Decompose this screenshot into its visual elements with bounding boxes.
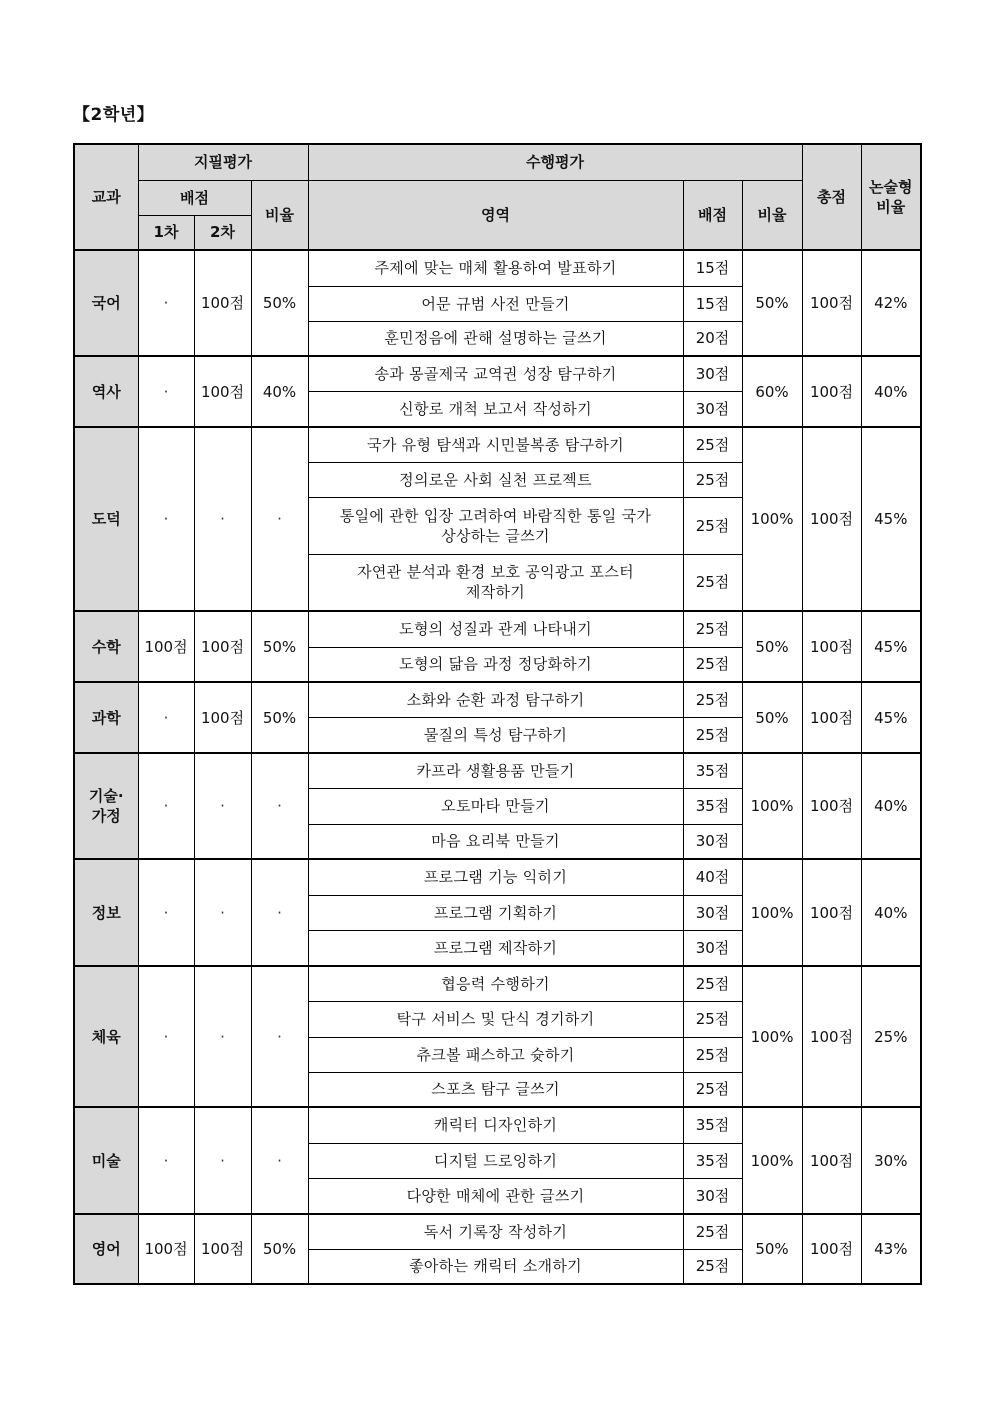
task-score: 35점: [683, 1143, 742, 1178]
written-first: 100점: [138, 1214, 194, 1284]
total-score: 100점: [802, 753, 861, 859]
written-second: ·: [194, 859, 251, 966]
header-first: 1차: [138, 215, 194, 250]
task-score: 35점: [683, 788, 742, 824]
task-score: 25점: [683, 427, 742, 462]
perf-ratio: 60%: [742, 356, 802, 427]
subject-name: 정보: [74, 859, 138, 966]
task-score: 40점: [683, 859, 742, 895]
task-score: 25점: [683, 1037, 742, 1072]
task-score: 25점: [683, 611, 742, 647]
task-area: 프로그램 기능 익히기: [308, 859, 683, 895]
subject-group-math: [74, 611, 921, 682]
header-written-ratio: 비율: [251, 180, 308, 250]
task-score: 15점: [683, 250, 742, 286]
task-score: 30점: [683, 824, 742, 859]
header-area: 영역: [308, 180, 683, 250]
perf-ratio: 100%: [742, 966, 802, 1107]
essay-ratio: 45%: [861, 427, 921, 611]
written-second: ·: [194, 1107, 251, 1214]
essay-ratio: 30%: [861, 1107, 921, 1214]
essay-ratio: 43%: [861, 1214, 921, 1284]
task-area: 스포츠 탐구 글쓰기: [308, 1072, 683, 1107]
written-second: 100점: [194, 682, 251, 753]
subject-group-science: [74, 682, 921, 753]
task-area: 도형의 닮음 과정 정당화하기: [308, 647, 683, 682]
header-essay-ratio-line2: 비율: [876, 198, 906, 216]
header-perf-ratio: 비율: [742, 180, 802, 250]
essay-ratio: 40%: [861, 859, 921, 966]
header-second: 2차: [194, 215, 251, 250]
task-area: 주제에 맞는 매체 활용하여 발표하기: [308, 250, 683, 286]
task-score: 30점: [683, 930, 742, 966]
header-perf-score: 배점: [683, 180, 742, 250]
task-score: 25점: [683, 647, 742, 682]
task-area: 마음 요리북 만들기: [308, 824, 683, 859]
written-ratio: ·: [251, 859, 308, 966]
task-score: 25점: [683, 717, 742, 753]
evaluation-table: [73, 143, 922, 1285]
total-score: 100점: [802, 427, 861, 611]
task-area: 국가 유형 탐색과 시민불복종 탐구하기: [308, 427, 683, 462]
written-second: 100점: [194, 356, 251, 427]
task-area: 어문 규범 사전 만들기: [308, 286, 683, 321]
subject-group-art: [74, 1107, 921, 1214]
total-score: 100점: [802, 1107, 861, 1214]
task-area: [308, 554, 683, 611]
written-first: ·: [138, 427, 194, 611]
perf-ratio: 100%: [742, 859, 802, 966]
written-ratio: 40%: [251, 356, 308, 427]
written-first: ·: [138, 682, 194, 753]
subject-name: 미술: [74, 1107, 138, 1214]
task-area: 정의로운 사회 실천 프로젝트: [308, 462, 683, 497]
total-score: 100점: [802, 1214, 861, 1284]
task-score: 20점: [683, 321, 742, 356]
written-first: ·: [138, 753, 194, 859]
header-performance: 수행평가: [308, 144, 802, 180]
subject-name: [74, 753, 138, 859]
subject-group-pe: [74, 966, 921, 1107]
written-second: ·: [194, 427, 251, 611]
task-score: 25점: [683, 966, 742, 1001]
header-essay-ratio-line1: 논술형: [869, 178, 913, 196]
task-score: 25점: [683, 1072, 742, 1107]
task-area: 카프라 생활용품 만들기: [308, 753, 683, 788]
task-area: 도형의 성질과 관계 나타내기: [308, 611, 683, 647]
task-area: 오토마타 만들기: [308, 788, 683, 824]
essay-ratio: 25%: [861, 966, 921, 1107]
task-score: 35점: [683, 1107, 742, 1143]
task-area-line2: 상상하는 글쓰기: [441, 526, 550, 545]
subject-name-line2: 가정: [91, 807, 121, 825]
essay-ratio: 42%: [861, 250, 921, 356]
task-area: 좋아하는 캐릭터 소개하기: [308, 1249, 683, 1284]
subject-name: 국어: [74, 250, 138, 356]
task-area-line1: 통일에 관한 입장 고려하여 바람직한 통일 국가: [339, 506, 652, 525]
subject-group-korean: [74, 250, 921, 356]
perf-ratio: 100%: [742, 427, 802, 611]
task-area: [308, 497, 683, 554]
task-area: 신항로 개척 보고서 작성하기: [308, 391, 683, 427]
written-first: ·: [138, 1107, 194, 1214]
essay-ratio: 40%: [861, 753, 921, 859]
task-score: 15점: [683, 286, 742, 321]
total-score: 100점: [802, 859, 861, 966]
subject-group-history: [74, 356, 921, 427]
written-ratio: ·: [251, 1107, 308, 1214]
task-area: 프로그램 기획하기: [308, 895, 683, 930]
written-ratio: ·: [251, 753, 308, 859]
task-score: 30점: [683, 356, 742, 391]
task-score: 25점: [683, 554, 742, 611]
header-written: 지필평가: [138, 144, 308, 180]
task-score: 35점: [683, 753, 742, 788]
written-second: ·: [194, 753, 251, 859]
written-second: ·: [194, 966, 251, 1107]
total-score: 100점: [802, 356, 861, 427]
task-area: 디지털 드로잉하기: [308, 1143, 683, 1178]
subject-name: 역사: [74, 356, 138, 427]
written-first: ·: [138, 859, 194, 966]
task-area-line2: 제작하기: [465, 583, 526, 602]
subject-group-informatics: [74, 859, 921, 966]
written-ratio: ·: [251, 966, 308, 1107]
perf-ratio: 100%: [742, 1107, 802, 1214]
written-ratio: 50%: [251, 611, 308, 682]
perf-ratio: 50%: [742, 611, 802, 682]
task-area: 훈민정음에 관해 설명하는 글쓰기: [308, 321, 683, 356]
written-ratio: ·: [251, 427, 308, 611]
perf-ratio: 50%: [742, 1214, 802, 1284]
written-second: 100점: [194, 250, 251, 356]
subject-group-tech-home: [74, 753, 921, 859]
task-score: 30점: [683, 1178, 742, 1214]
header-essay-ratio: [861, 144, 921, 250]
task-score: 25점: [683, 1001, 742, 1037]
written-ratio: 50%: [251, 1214, 308, 1284]
total-score: 100점: [802, 611, 861, 682]
task-area: 츄크볼 패스하고 슛하기: [308, 1037, 683, 1072]
header-total: 총점: [802, 144, 861, 250]
task-score: 25점: [683, 462, 742, 497]
written-second: 100점: [194, 611, 251, 682]
task-area-line1: 자연관 분석과 환경 보호 공익광고 포스터: [357, 563, 634, 582]
essay-ratio: 45%: [861, 682, 921, 753]
subject-name: 수학: [74, 611, 138, 682]
subject-name: 체육: [74, 966, 138, 1107]
task-score: 25점: [683, 1249, 742, 1284]
header-score: 배점: [138, 180, 251, 215]
essay-ratio: 40%: [861, 356, 921, 427]
written-ratio: 50%: [251, 682, 308, 753]
task-score: 25점: [683, 682, 742, 717]
subject-name: 과학: [74, 682, 138, 753]
written-first: ·: [138, 966, 194, 1107]
essay-ratio: 45%: [861, 611, 921, 682]
task-area: 물질의 특성 탐구하기: [308, 717, 683, 753]
task-score: 25점: [683, 497, 742, 554]
subject-group-ethics: [74, 427, 921, 611]
task-score: 25점: [683, 1214, 742, 1249]
task-area: 탁구 서비스 및 단식 경기하기: [308, 1001, 683, 1037]
subject-name: 영어: [74, 1214, 138, 1284]
task-area: 송과 몽골제국 교역권 성장 탐구하기: [308, 356, 683, 391]
perf-ratio: 100%: [742, 753, 802, 859]
subject-name: 도덕: [74, 427, 138, 611]
task-area: 프로그램 제작하기: [308, 930, 683, 966]
task-score: 30점: [683, 895, 742, 930]
total-score: 100점: [802, 682, 861, 753]
written-first: 100점: [138, 611, 194, 682]
task-score: 30점: [683, 391, 742, 427]
total-score: 100점: [802, 966, 861, 1107]
page-title: 【2학년】: [73, 105, 155, 125]
written-first: ·: [138, 250, 194, 356]
task-area: 다양한 매체에 관한 글쓰기: [308, 1178, 683, 1214]
header-subject: 교과: [74, 144, 138, 250]
perf-ratio: 50%: [742, 250, 802, 356]
subject-name-line1: 기술·: [88, 787, 124, 805]
subject-group-english: [74, 1214, 921, 1284]
perf-ratio: 50%: [742, 682, 802, 753]
written-first: ·: [138, 356, 194, 427]
task-area: 소화와 순환 과정 탐구하기: [308, 682, 683, 717]
task-area: 캐릭터 디자인하기: [308, 1107, 683, 1143]
written-ratio: 50%: [251, 250, 308, 356]
task-area: 협응력 수행하기: [308, 966, 683, 1001]
total-score: 100점: [802, 250, 861, 356]
written-second: 100점: [194, 1214, 251, 1284]
task-area: 독서 기록장 작성하기: [308, 1214, 683, 1249]
